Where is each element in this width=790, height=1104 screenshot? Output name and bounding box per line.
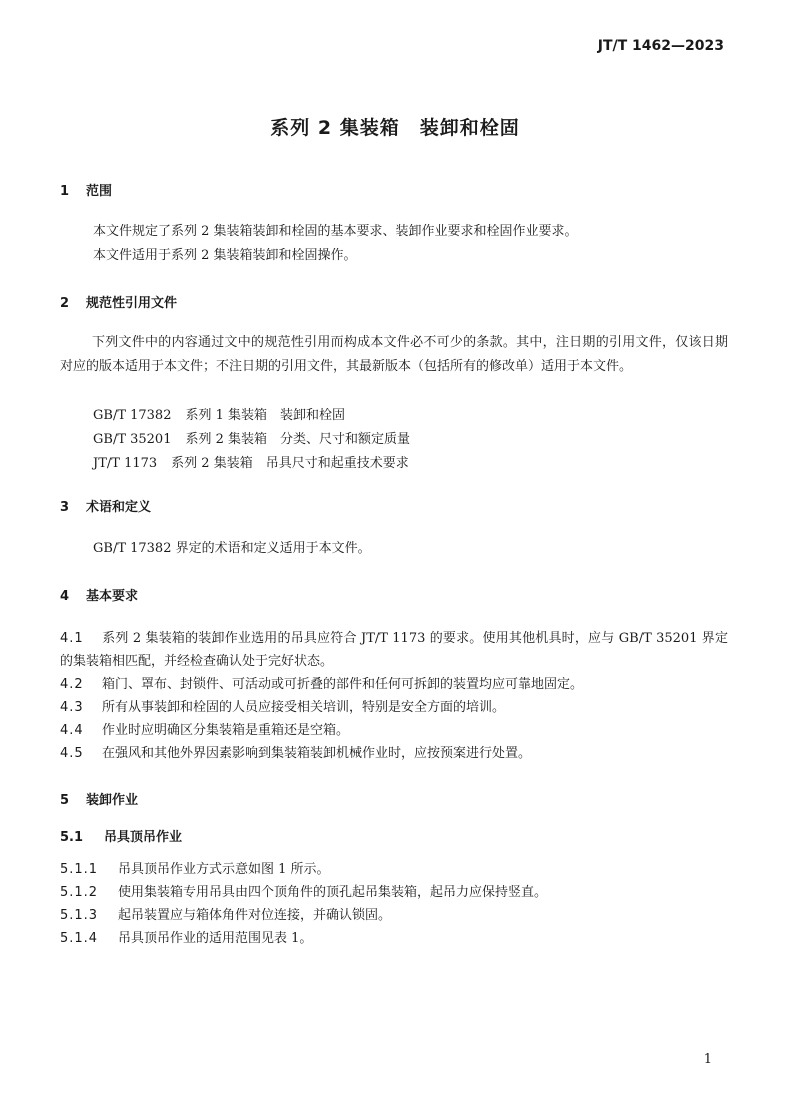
clause-5-1-1 [60,858,728,881]
section-title: 术语和定义 [86,500,152,515]
section-5-heading [60,789,138,808]
section-title: 规范性引用文件 [86,296,178,311]
clause-5-1-4 [60,927,728,950]
section-title: 基本要求 [86,589,139,604]
clause-text: 使用集装箱专用吊具由四个顶角件的顶孔起吊集装箱，起吊力应保持竖直。 [118,885,548,900]
subsection-5-1-heading [60,826,182,845]
clause-text: 所有从事装卸和栓固的人员应接受相关培训，特别是安全方面的培训。 [102,700,506,715]
clause-5-1-3 [60,904,728,927]
clause-number: 4.1 [60,631,84,646]
clause-text: 作业时应明确区分集装箱是重箱还是空箱。 [102,723,350,738]
clause-text: 箱门、罩布、封锁件、可活动或可折叠的部件和任何可拆卸的装置均应可靠地固定。 [102,677,584,692]
section-1-heading [60,180,112,199]
section-number: 3 [60,500,70,515]
section-title: 装卸作业 [86,793,139,808]
paragraph: 下列文件中的内容通过文中的规范性引用而构成本文件必不可少的条款。其中，注日期的引用文件，仅该日期对应的版本适用于本文件；不注日期的引用文件，其最新版本（包括所有的修改单）适用于本文件。 [60,335,728,374]
page-number: 1 [703,1052,712,1067]
clause-text: 吊具顶吊作业方式示意如图 1 所示。 [118,862,330,877]
clause-4-1 [60,627,728,673]
subsection-number: 5.1 [60,830,84,845]
clause-number: 4.4 [60,723,84,738]
clause-number: 5.1.2 [60,885,99,900]
paragraph: GB/T 17382 界定的术语和定义适用于本文件。 [93,541,371,556]
reference-title: 系列 2 集装箱 分类、尺寸和额定质量 [185,432,411,447]
clause-4-2 [60,673,728,696]
section-number: 1 [60,184,70,199]
paragraph: 本文件规定了系列 2 集装箱装卸和栓固的基本要求、装卸作业要求和栓固作业要求。 [93,224,578,239]
reference-title: 系列 1 集装箱 装卸和栓固 [185,408,346,423]
clause-text: 系列 2 集装箱的装卸作业选用的吊具应符合 JT/T 1173 的要求。使用其他机具时，应与 GB/T 35201 界定的集装箱相匹配，并经检查确认处于完好状态。 [60,631,728,669]
clause-5-1-2 [60,881,728,904]
section-3-heading [60,496,151,515]
clause-number: 5.1.1 [60,862,99,877]
clause-4-5 [60,742,728,765]
standard-code: JT/T 1462—2023 [597,38,724,54]
reference-code: JT/T 1173 [93,456,158,471]
clause-number: 4.3 [60,700,84,715]
section-2-heading [60,292,177,311]
subsection-title: 吊具顶吊作业 [104,830,183,845]
reference-item [93,428,424,447]
clause-text: 在强风和其他外界因素影响到集装箱装卸机械作业时，应按预案进行处置。 [102,746,532,761]
paragraph: 本文件适用于系列 2 集装箱装卸和栓固操作。 [93,248,357,263]
clause-number: 5.1.4 [60,931,99,946]
reference-code: GB/T 17382 [93,408,172,423]
section-4-heading [60,585,138,604]
clause-number: 5.1.3 [60,908,99,923]
reference-item [93,452,423,471]
clause-number: 4.2 [60,677,84,692]
section-title: 范围 [86,184,113,199]
clause-4-3 [60,696,728,719]
section-number: 5 [60,793,70,808]
reference-title: 系列 2 集装箱 吊具尺寸和起重技术要求 [171,456,409,471]
section-number: 4 [60,589,70,604]
document-title: 系列 2 集装箱 装卸和栓固 [270,117,520,139]
clause-number: 4.5 [60,746,84,761]
clause-text: 吊具顶吊作业的适用范围见表 1。 [118,931,313,946]
reference-code: GB/T 35201 [93,432,172,447]
clause-4-4 [60,719,728,742]
clause-text: 起吊装置应与箱体角件对位连接，并确认锁固。 [118,908,392,923]
reference-item [93,404,359,423]
section-number: 2 [60,296,70,311]
